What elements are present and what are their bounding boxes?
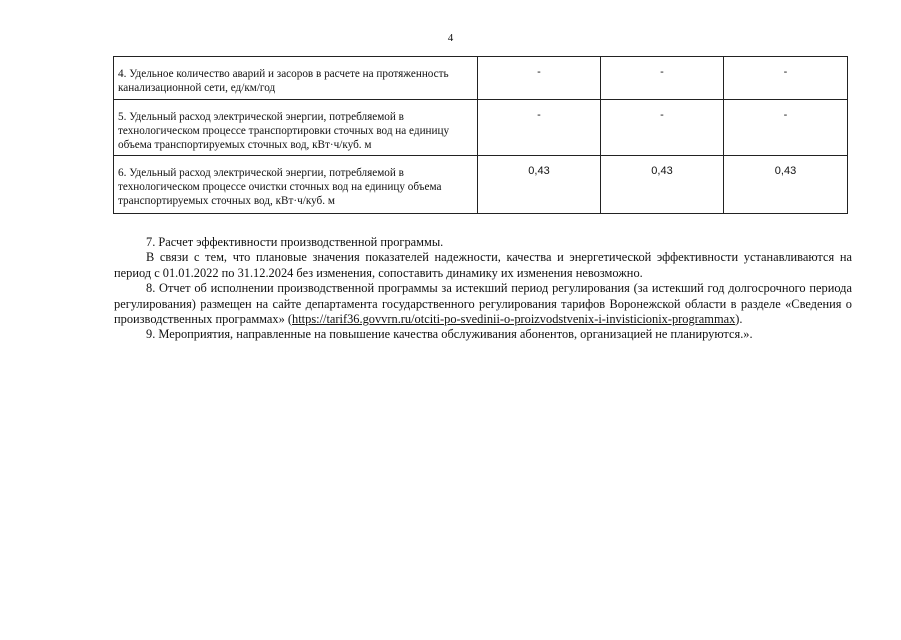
document-body <box>114 235 852 343</box>
indicator-name: 5. Удельный расход электрической энергии, потребляемой в технологическом процессе транспортировки сточных вод на единицу объема транспортируемых сточных вод, кВт·ч/куб. м <box>114 100 478 156</box>
section-8-text <box>114 281 852 327</box>
section-8-body: 8. Отчет об исполнении производственной программы за истекший период регулирования (за истекший год долгосрочного периода регулирования) размещен на сайте департамента государственного регулирования тарифов Воронежской области в разделе «Сведения о производственных программах» ( <box>114 281 852 327</box>
indicator-value: - <box>478 57 601 100</box>
indicator-value: - <box>601 57 724 100</box>
section-9-text: 9. Мероприятия, направленные на повышение качества обслуживания абонентов, организацией не планируются.». <box>146 327 753 342</box>
section-8-tail: ). <box>735 312 743 327</box>
indicator-value: - <box>601 100 724 156</box>
page-number: 4 <box>447 32 454 44</box>
section-7-text: В связи с тем, что плановые значения показателей надежности, качества и энергетической эффективности устанавливаются на период с 01.01.2022 по 31.12.2024 без изменения, сопоставить динамику их изменения невозможно. <box>114 250 852 280</box>
table-row <box>114 57 848 100</box>
indicator-value: - <box>724 100 848 156</box>
indicator-name: 6. Удельный расход электрической энергии, потребляемой в технологическом процессе очистки сточных вод на единицу объема транспортируемых сточных вод, кВт·ч/куб. м <box>114 156 478 214</box>
indicator-value: 0,43 <box>478 156 601 214</box>
department-website-link[interactable]: https://tarif36.govvrn.ru/otciti-po-svedinii-o-proizvodstvenix-i-invisticionix-programmax <box>292 312 736 327</box>
indicator-value: 0,43 <box>724 156 848 214</box>
table-row <box>114 156 848 214</box>
indicator-value: - <box>478 100 601 156</box>
indicators-table <box>113 56 848 214</box>
indicator-name: 4. Удельное количество аварий и засоров в расчете на протяженность канализационной сети, ед/км/год <box>114 57 478 100</box>
table-row <box>114 100 848 156</box>
indicator-value: - <box>724 57 848 100</box>
indicator-value: 0,43 <box>601 156 724 214</box>
section-7-heading: 7. Расчет эффективности производственной программы. <box>146 235 444 249</box>
